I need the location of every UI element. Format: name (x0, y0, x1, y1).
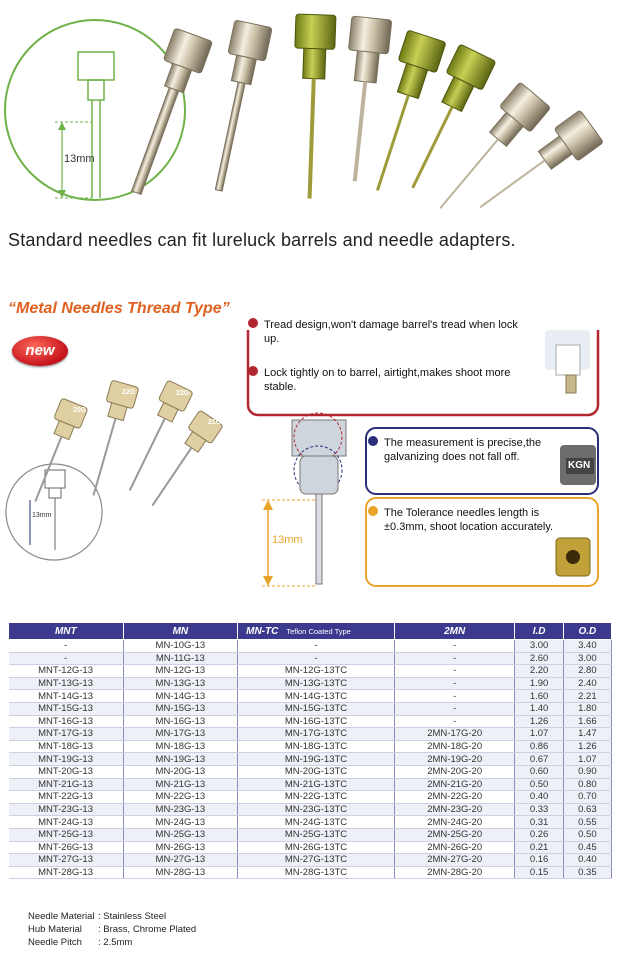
table-header-row (9, 623, 612, 640)
table-cell: MNT-15G-13 (9, 702, 124, 715)
table-row (9, 816, 612, 829)
bullet-icon (248, 318, 258, 328)
table-cell: MNT-17G-13 (9, 728, 124, 741)
table-cell: 0.50 (515, 778, 563, 791)
table-cell: 1.90 (515, 677, 563, 690)
table-row (9, 665, 612, 678)
callout-tolerance: The Tolerance needles length is ±0.3mm, shoot location accurately. (384, 506, 554, 534)
callout-measurement: The measurement is precise,the galvanizing does not fall off. (384, 436, 559, 464)
table-cell: MN-14G-13TC (238, 690, 395, 703)
section-title: “Metal Needles Thread Type” (8, 300, 230, 317)
table-cell: MNT-23G-13 (9, 803, 124, 816)
needle-tag: 22G (122, 389, 136, 396)
table-cell: 0.70 (563, 791, 611, 804)
table-cell: 0.16 (515, 854, 563, 867)
table-cell: - (9, 652, 124, 665)
table-cell: 0.80 (563, 778, 611, 791)
bullet-icon (368, 506, 378, 516)
table-cell: MNT-21G-13 (9, 778, 124, 791)
table-row (9, 854, 612, 867)
table-cell: MNT-24G-13 (9, 816, 124, 829)
table-cell: - (9, 640, 124, 653)
bullet-icon (368, 436, 378, 446)
table-row (9, 702, 612, 715)
table-cell: MN-28G-13 (123, 866, 238, 879)
table-cell: MN-23G-13 (123, 803, 238, 816)
table-cell: MN-25G-13 (123, 828, 238, 841)
table-row (9, 715, 612, 728)
bullet-icon (248, 366, 258, 376)
table-cell: - (394, 690, 515, 703)
table-cell: 0.33 (515, 803, 563, 816)
table-cell: MNT-27G-13 (9, 854, 124, 867)
table-cell: MN-16G-13 (123, 715, 238, 728)
table-cell: MN-13G-13TC (238, 677, 395, 690)
table-cell: - (394, 677, 515, 690)
table-cell: MN-26G-13 (123, 841, 238, 854)
table-cell: MN-17G-13 (123, 728, 238, 741)
dimension-label: 13mm (64, 153, 95, 165)
table-cell: 2MN-19G-20 (394, 753, 515, 766)
main-dimension-label: 13mm (272, 534, 303, 546)
table-cell: MNT-22G-13 (9, 791, 124, 804)
new-badge-label: new (25, 342, 55, 359)
table-cell: 0.50 (563, 828, 611, 841)
table-cell: 3.00 (563, 652, 611, 665)
table-cell: - (394, 640, 515, 653)
table-cell: 2MN-23G-20 (394, 803, 515, 816)
table-cell: 1.66 (563, 715, 611, 728)
table-row (9, 652, 612, 665)
table-cell: MN-14G-13 (123, 690, 238, 703)
teflon-note: Teflon Coated Type (286, 626, 351, 636)
table-cell: MNT-16G-13 (9, 715, 124, 728)
table-cell: 1.60 (515, 690, 563, 703)
callout-tread: Tread design,won't damage barrel's tread when lock up. (264, 318, 534, 346)
table-cell: MN-25G-13TC (238, 828, 395, 841)
table-cell: 2MN-20G-20 (394, 765, 515, 778)
table-cell: 0.67 (515, 753, 563, 766)
table-cell: 2.40 (563, 677, 611, 690)
table-cell: MN-20G-13TC (238, 765, 395, 778)
materials-list (28, 910, 196, 949)
table-cell: 1.47 (563, 728, 611, 741)
diagram-circle (5, 20, 185, 200)
table-cell: MN-16G-13TC (238, 715, 395, 728)
col-header-2mn: 2MN (394, 623, 515, 640)
table-row (9, 841, 612, 854)
table-cell: 0.15 (515, 866, 563, 879)
table-cell: 2MN-18G-20 (394, 740, 515, 753)
table-cell: - (394, 702, 515, 715)
table-row (9, 728, 612, 741)
table-cell: 2MN-24G-20 (394, 816, 515, 829)
table-cell: MN-24G-13TC (238, 816, 395, 829)
material-row: Hub Material : Brass, Chrome Plated (28, 924, 197, 935)
table-cell: MNT-12G-13 (9, 665, 124, 678)
table-cell: MN-10G-13 (123, 640, 238, 653)
needle-tag: 21G (208, 419, 222, 426)
table-cell: 2.80 (563, 665, 611, 678)
table-cell: 2MN-28G-20 (394, 866, 515, 879)
table-row (9, 740, 612, 753)
table-cell: 2.21 (563, 690, 611, 703)
table-cell: 0.55 (563, 816, 611, 829)
kgn-label: KGN (568, 460, 591, 471)
table-cell: MN-18G-13TC (238, 740, 395, 753)
table-cell: MN-28G-13TC (238, 866, 395, 879)
table-row (9, 866, 612, 879)
table-cell: MNT-28G-13 (9, 866, 124, 879)
table-row (9, 677, 612, 690)
table-cell: 0.86 (515, 740, 563, 753)
table-cell: - (238, 640, 395, 653)
table-row (9, 753, 612, 766)
material-row: Needle Material : Stainless Steel (28, 911, 167, 922)
table-cell: 0.35 (563, 866, 611, 879)
table-cell: 3.40 (563, 640, 611, 653)
col-header-od: O.D (563, 623, 611, 640)
table-row (9, 791, 612, 804)
inset-dimension-label: 13mm (32, 512, 52, 519)
col-header-mnt: MNT (9, 623, 124, 640)
table-cell: 2.20 (515, 665, 563, 678)
needle-row (118, 14, 604, 220)
table-cell: MN-12G-13TC (238, 665, 395, 678)
table-cell: MN-13G-13 (123, 677, 238, 690)
table-cell: 0.40 (563, 854, 611, 867)
table-cell: MN-18G-13 (123, 740, 238, 753)
table-row (9, 828, 612, 841)
table-cell: MNT-13G-13 (9, 677, 124, 690)
table-cell: MN-21G-13TC (238, 778, 395, 791)
table-cell: - (394, 715, 515, 728)
col-header-mntc: MN-TC Teflon Coated Type (238, 623, 395, 640)
table-row (9, 765, 612, 778)
table-cell: 0.60 (515, 765, 563, 778)
table-cell: - (394, 665, 515, 678)
table-cell: 3.00 (515, 640, 563, 653)
table-cell: MN-11G-13 (123, 652, 238, 665)
table-cell: 1.07 (563, 753, 611, 766)
table-body (9, 640, 612, 879)
table-row (9, 803, 612, 816)
table-cell: - (238, 652, 395, 665)
needle-tag: 22G (176, 390, 190, 397)
table-cell: MN-19G-13 (123, 753, 238, 766)
standard-needles-figure (0, 0, 620, 220)
table-cell: MN-19G-13TC (238, 753, 395, 766)
table-cell: 0.40 (515, 791, 563, 804)
table-cell: MN-24G-13 (123, 816, 238, 829)
needle-tag: 20G (73, 407, 87, 414)
table-cell: 0.63 (563, 803, 611, 816)
table-cell: MN-22G-13 (123, 791, 238, 804)
table-cell: 0.90 (563, 765, 611, 778)
table-row (9, 690, 612, 703)
table-cell: MN-26G-13TC (238, 841, 395, 854)
caption-text: Standard needles can fit lureluck barrels and needle adapters. (8, 230, 516, 250)
table-cell: 1.26 (563, 740, 611, 753)
table-cell: MNT-14G-13 (9, 690, 124, 703)
table-cell: MN-15G-13 (123, 702, 238, 715)
table-cell: MNT-26G-13 (9, 841, 124, 854)
spec-table (8, 622, 612, 879)
table-cell: MN-12G-13 (123, 665, 238, 678)
table-cell: 2MN-27G-20 (394, 854, 515, 867)
table-cell: 0.26 (515, 828, 563, 841)
table-cell: 2MN-17G-20 (394, 728, 515, 741)
table-cell: 0.21 (515, 841, 563, 854)
col-header-mn: MN (123, 623, 238, 640)
table-cell: 2MN-22G-20 (394, 791, 515, 804)
table-cell: MNT-20G-13 (9, 765, 124, 778)
table-cell: MN-20G-13 (123, 765, 238, 778)
table-cell: MNT-25G-13 (9, 828, 124, 841)
table-cell: MNT-18G-13 (9, 740, 124, 753)
table-cell: MN-23G-13TC (238, 803, 395, 816)
table-cell: - (394, 652, 515, 665)
material-row: Needle Pitch : 2.5mm (28, 937, 133, 948)
col-header-id: I.D (515, 623, 563, 640)
table-cell: 1.40 (515, 702, 563, 715)
table-cell: 1.80 (563, 702, 611, 715)
new-badge (12, 336, 68, 366)
table-cell: 2MN-25G-20 (394, 828, 515, 841)
table-cell: MN-21G-13 (123, 778, 238, 791)
table-cell: MNT-19G-13 (9, 753, 124, 766)
table-cell: 0.45 (563, 841, 611, 854)
table-cell: MN-27G-13TC (238, 854, 395, 867)
table-cell: MN-15G-13TC (238, 702, 395, 715)
table-row (9, 640, 612, 653)
table-cell: 2MN-26G-20 (394, 841, 515, 854)
table-cell: 2.60 (515, 652, 563, 665)
table-cell: 1.07 (515, 728, 563, 741)
table-cell: MN-17G-13TC (238, 728, 395, 741)
table-cell: MN-27G-13 (123, 854, 238, 867)
table-cell: 2MN-21G-20 (394, 778, 515, 791)
callout-lock: Lock tightly on to barrel, airtight,makes shoot more stable. (264, 366, 544, 394)
table-row (9, 778, 612, 791)
table-cell: 1.26 (515, 715, 563, 728)
table-cell: MN-22G-13TC (238, 791, 395, 804)
table-cell: 0.31 (515, 816, 563, 829)
